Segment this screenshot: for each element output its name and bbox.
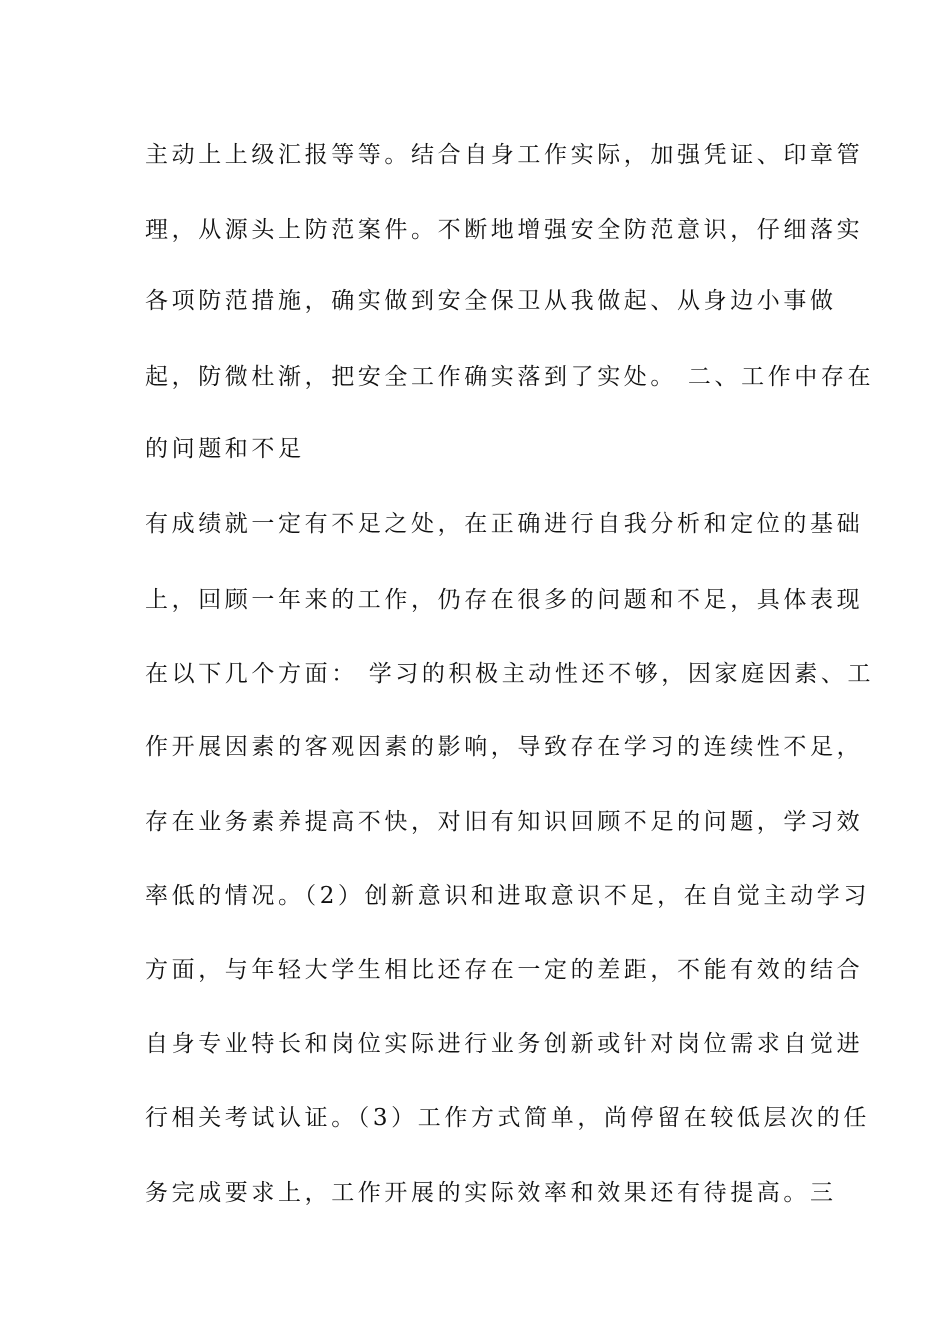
text-line-4: 起，防微杜渐，把安全工作确实落到了实处。 二、工作中存在 [145, 364, 875, 390]
text-line-8: 在以下几个方面： 学习的积极主动性还不够，因家庭因素、工 [145, 661, 875, 687]
text-line-3: 各项防范措施，确实做到安全保卫从我做起、从身边小事做 [145, 288, 837, 314]
text-line-7: 上，回顾一年来的工作，仍存在很多的问题和不足，具体表现 [145, 587, 864, 613]
text-line-2: 理，从源头上防范案件。不断地增强安全防范意识，仔细落实 [145, 217, 864, 243]
text-line-5: 的问题和不足 [145, 436, 305, 462]
text-line-15: 务完成要求上，工作开展的实际效率和效果还有待提高。三 [145, 1180, 837, 1206]
text-line-6: 有成绩就一定有不足之处，在正确进行自我分析和定位的基础 [145, 511, 864, 537]
text-line-14: 行相关考试认证。（3）工作方式简单，尚停留在较低层次的任 [145, 1105, 870, 1131]
text-line-10: 存在业务素养提高不快，对旧有知识回顾不足的问题，学习效 [145, 809, 864, 835]
text-line-12: 方面，与年轻大学生相比还存在一定的差距，不能有效的结合 [145, 957, 864, 983]
text-line-13: 自身专业特长和岗位实际进行业务创新或针对岗位需求自觉进 [145, 1031, 864, 1057]
text-line-1: 主动上上级汇报等等。结合自身工作实际，加强凭证、印章管 [145, 142, 864, 168]
text-line-9: 作开展因素的客观因素的影响，导致存在学习的连续性不足， [145, 734, 864, 760]
text-line-11: 率低的情况。（2）创新意识和进取意识不足，在自觉主动学习 [145, 883, 870, 909]
